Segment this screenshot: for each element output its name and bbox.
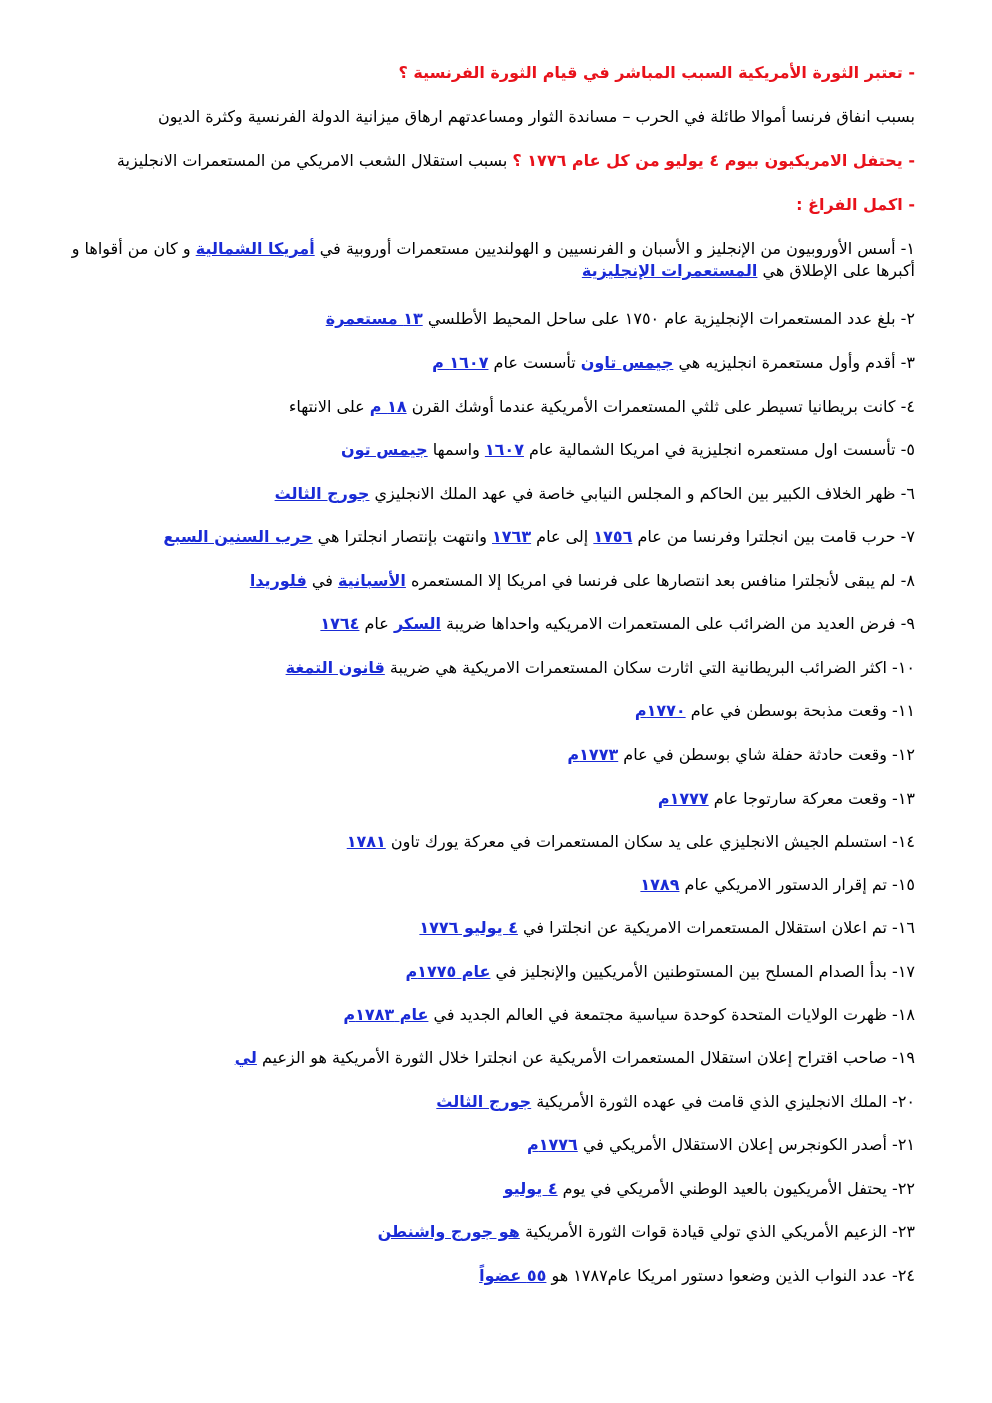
item-answer: جورج الثالث (274, 484, 370, 503)
list-item (60, 1047, 915, 1069)
list-item (60, 1265, 915, 1287)
question-july-line (60, 150, 915, 172)
item-answer: ١٧٨١ (346, 832, 386, 851)
list-item (60, 788, 915, 810)
item-answer: عام ١٧٧٥م (405, 962, 491, 981)
item-text: ٥- تأسست اول مستعمره انجليزية في امريكا الشمالية عام (523, 440, 915, 459)
item-text: ٢٣- الزعيم الأمريكي الذي تولي قيادة قوات الثورة الأمريكية (519, 1222, 915, 1241)
item-text: تأسست عام (488, 353, 581, 372)
item-text: و كان من أقواها و أكبرها على الإطلاق هي (71, 239, 915, 280)
item-text: عام (359, 614, 394, 633)
item-text: ١١- وقعت مذبحة بوسطن في عام (685, 701, 915, 720)
item-text: ٨- لم يبقى لأنجلترا منافس بعد انتصارها على فرنسا في امريكا إلا المستعمره (405, 571, 915, 590)
list-item (60, 1004, 915, 1026)
fill-blanks-heading: - اكمل الفراغ : (796, 195, 915, 214)
item-answer: السكر (393, 614, 441, 633)
item-answer: ٥٥ عضواً (479, 1266, 547, 1285)
item-text: ١٨- ظهرت الولايات المتحدة كوحدة سياسية مجتمعة في العالم الجديد في (428, 1005, 915, 1024)
item-answer: ١٨ م (369, 397, 407, 416)
item-text: ٣- أقدم وأول مستعمرة انجليزيه هي (673, 353, 915, 372)
item-answer: ١٧٨٩ (640, 875, 680, 894)
item-answer: الأسبانية (337, 571, 406, 590)
item-text: ٩- فرض العديد من الضرائب على المستعمرات الامريكيه واحداها ضريبة (440, 614, 915, 633)
item-answer: عام ١٧٨٣م (343, 1005, 429, 1024)
list-item (60, 961, 915, 983)
list-item (60, 570, 915, 592)
list-item (60, 917, 915, 939)
item-answer: ١٦٠٧ (484, 440, 524, 459)
list-item (60, 352, 915, 374)
item-answer: جيمس تون (340, 440, 428, 459)
item-text: ٢٢- يحتفل الأمريكيون بالعيد الوطني الأمريكي في يوم (557, 1179, 915, 1198)
question-july: - يحتفل الامريكيون بيوم ٤ يوليو من كل عام ١٧٧٦ ؟ (512, 151, 915, 170)
list-item (60, 613, 915, 635)
item-answer: قانون التمغة (285, 658, 385, 677)
item-answer: ١٣ مستعمرة (325, 309, 423, 328)
item-text: ٤- كانت بريطانيا تسيطر على ثلثي المستعمرات الأمريكية عندما أوشك القرن (406, 397, 915, 416)
item-answer: ١٧٧٧م (657, 789, 709, 808)
list-item (60, 439, 915, 461)
item-text: ١٧- بدأ الصدام المسلح بين المستوطنين الأمريكيين والإنجليز في (490, 962, 915, 981)
question-heading: - تعتبر الثورة الأمريكية السبب المباشر في قيام الثورة الفرنسية ؟ (398, 63, 915, 82)
item-text: ١- أسس الأوروبيون من الإنجليز و الأسبان و الفرنسيين و الهولنديين مستعمرات أوروبية في (314, 239, 915, 258)
list-item (60, 396, 915, 418)
item-text: ٢- بلغ عدد المستعمرات الإنجليزية عام ١٧٥٠ على ساحل المحيط الأطلسي (422, 309, 915, 328)
item-answer: أمريكا الشمالية (195, 239, 315, 258)
item-answer: ٤ يوليو ١٧٧٦ (419, 918, 518, 937)
item-text: ١٢- وقعت حادثة حفلة شاي بوسطن في عام (618, 745, 915, 764)
item-text: ٧- حرب قامت بين انجلترا وفرنسا من عام (632, 527, 915, 546)
list-item (60, 1178, 915, 1200)
list-item (60, 831, 915, 853)
item-answer: ١٧٦٤ (320, 614, 360, 633)
item-answer: ١٧٦٣ (492, 527, 532, 546)
answer-july: بسبب استقلال الشعب الامريكي من المستعمرات الانجليزية (116, 151, 513, 170)
item-text: ٦- ظهر الخلاف الكبير بين الحاكم و المجلس النيابي خاصة في عهد الملك الانجليزي (369, 484, 915, 503)
item-text: ٢٠- الملك الانجليزي الذي قامت في عهده الثورة الأمريكية (531, 1092, 915, 1111)
list-item (60, 744, 915, 766)
item-text: واسمها (427, 440, 485, 459)
item-answer: ١٧٥٦ (593, 527, 633, 546)
list-item (60, 238, 915, 282)
list-item (60, 483, 915, 505)
item-text: ١٥- تم إقرار الدستور الامريكي عام (679, 875, 915, 894)
item-text: ١٩- صاحب اقتراح إعلان استقلال المستعمرات الأمريكية عن انجلترا خلال الثورة الأمريكية هو الزعيم (256, 1048, 915, 1067)
item-answer: ١٧٧٠م (634, 701, 686, 720)
item-answer: ١٦٠٧ م (432, 353, 489, 372)
item-answer: ١٧٧٣م (567, 745, 619, 764)
item-text: ٢١- أصدر الكونجرس إعلان الاستقلال الأمريكي في (577, 1135, 915, 1154)
item-answer: حرب السنين السبع (163, 527, 313, 546)
list-item (60, 1091, 915, 1113)
item-text: ٢٤- عدد النواب الذين وضعوا دستور امريكا عام١٧٨٧ هو (546, 1266, 915, 1285)
item-text: إلى عام (531, 527, 594, 546)
item-text: على الانتهاء (288, 397, 370, 416)
item-answer: جورج الثالث (436, 1092, 532, 1111)
answer-paragraph: بسبب انفاق فرنسا أموالا طائلة في الحرب – مساندة الثوار ومساعدتهم ارهاق ميزانية الدولة الفرنسية وكثرة الديون (158, 107, 915, 126)
list-item (60, 874, 915, 896)
item-text: في (306, 571, 338, 590)
list-item (60, 526, 915, 548)
item-answer: المستعمرات الإنجليزية (581, 261, 758, 280)
list-item (60, 657, 915, 679)
list-item (60, 1134, 915, 1156)
item-answer: جيمس تاون (580, 353, 674, 372)
item-answer: فلوريدا (249, 571, 307, 590)
item-text: ١٠- اكثر الضرائب البريطانية التي اثارت سكان المستعمرات الامريكية هي ضريبة (384, 658, 915, 677)
list-item (60, 308, 915, 330)
item-answer: هو جورج واشنطن (377, 1222, 520, 1241)
item-text: ١٤- استسلم الجيش الانجليزي على يد سكان المستعمرات في معركة يورك تاون (385, 832, 915, 851)
item-answer: لي (234, 1048, 257, 1067)
item-answer: ١٧٧٦م (526, 1135, 578, 1154)
item-text: ١٦- تم اعلان استقلال المستعمرات الامريكية عن انجلترا في (517, 918, 915, 937)
item-text: وانتهت بإنتصار انجلترا هي (312, 527, 493, 546)
item-answer: ٤ يوليو (503, 1179, 558, 1198)
list-item (60, 1221, 915, 1243)
item-text: ١٣- وقعت معركة سارتوجا عام (708, 789, 915, 808)
list-item (60, 700, 915, 722)
